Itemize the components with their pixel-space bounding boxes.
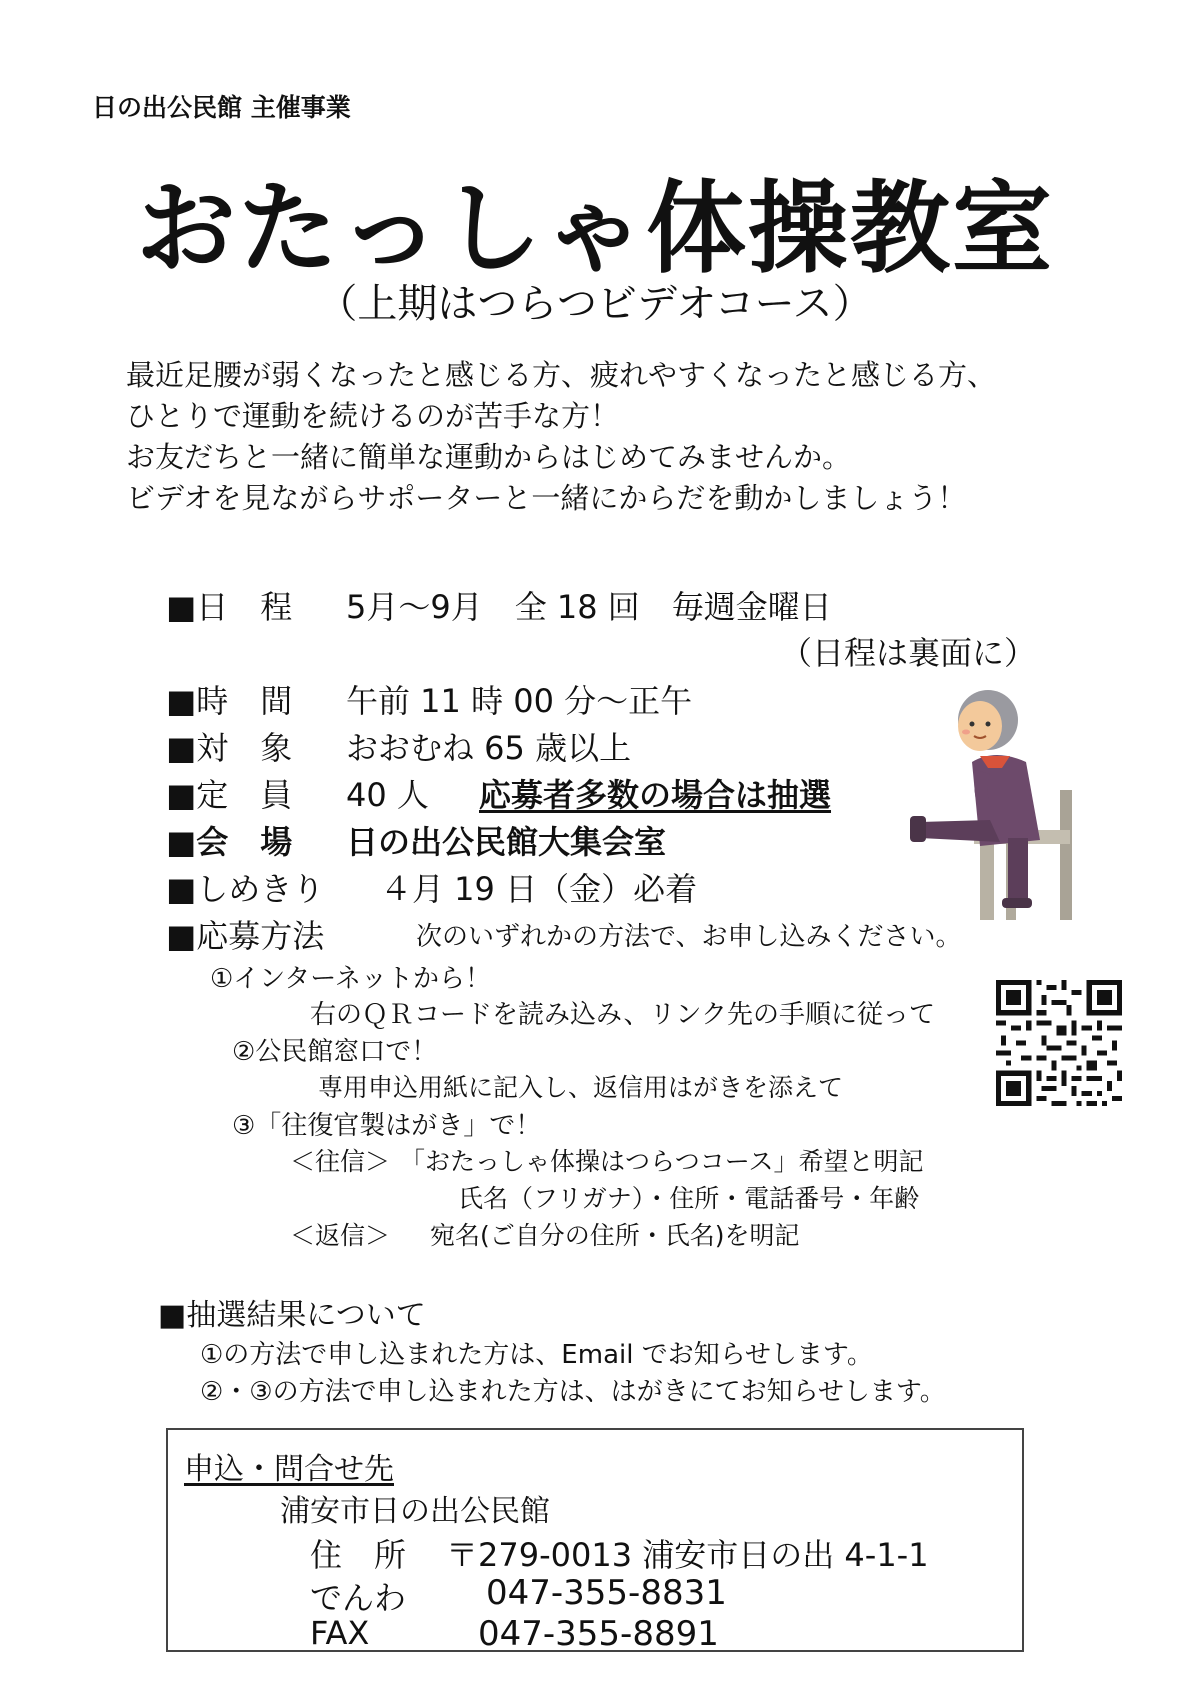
deadline-value: ４月 19 日（金）必着 bbox=[380, 870, 698, 908]
deadline-label: ■しめきり bbox=[166, 870, 325, 908]
venue-label: ■会 場 bbox=[166, 823, 293, 861]
qr-code-icon[interactable] bbox=[996, 980, 1122, 1106]
method-3-return-text: 宛名(ご自分の住所・氏名)を明記 bbox=[430, 1221, 800, 1250]
method-3-outgoing-label: ＜往信＞ bbox=[290, 1147, 391, 1176]
contact-tel-label: でんわ bbox=[310, 1579, 407, 1617]
target-value: おおむね 65 歳以上 bbox=[346, 729, 632, 767]
contact-org: 浦安市日の出公民館 bbox=[280, 1494, 550, 1529]
method-1-title: ①インターネットから！ bbox=[210, 964, 491, 994]
time-label: ■時 間 bbox=[166, 682, 293, 720]
method-3-outgoing-text: 「おたっしゃ体操はつらつコース」希望と明記 bbox=[400, 1147, 924, 1176]
method-3-title: ③「往復官製はがき」で！ bbox=[232, 1111, 542, 1141]
time-value: 午前 11 時 00 分～正午 bbox=[346, 682, 693, 720]
intro-line: お友だちと一緒に簡単な運動からはじめてみませんか。 bbox=[126, 440, 852, 474]
grandma-leg-exercise-illustration bbox=[910, 670, 1095, 925]
target-label: ■対 象 bbox=[166, 729, 293, 767]
contact-address-label: 住 所 bbox=[310, 1536, 407, 1574]
contact-box bbox=[166, 1428, 1024, 1652]
page-subtitle: （上期はつらつビデオコース） bbox=[317, 281, 873, 327]
method-2-desc: 専用申込用紙に記入し、返信用はがきを添えて bbox=[318, 1073, 844, 1102]
schedule-note: （日程は裏面に） bbox=[780, 634, 1037, 672]
contact-fax-value: 047-355-8891 bbox=[478, 1614, 719, 1654]
intro-text bbox=[126, 355, 996, 519]
capacity-row bbox=[166, 770, 832, 816]
contact-address-value: 〒279-0013 浦安市日の出 4-1-1 bbox=[446, 1536, 929, 1574]
schedule-label: ■日 程 bbox=[166, 588, 293, 626]
capacity-label: ■定 員 bbox=[166, 776, 293, 814]
page-title: おたっしゃ体操教室 bbox=[136, 170, 1054, 287]
method-1-desc: 右のＱＲコードを読み込み、リンク先の手順に従って bbox=[310, 1000, 936, 1030]
apply-row bbox=[166, 911, 962, 957]
intro-line: 最近足腰が弱くなったと感じる方、疲れやすくなったと感じる方、 bbox=[126, 358, 997, 392]
intro-line: ビデオを見ながらサポーターと一緒にからだを動かしましょう！ bbox=[126, 481, 967, 515]
capacity-lottery-note: 応募者多数の場合は抽選 bbox=[479, 776, 832, 814]
target-row bbox=[166, 723, 632, 769]
intro-line: ひとりで運動を続けるのが苦手な方！ bbox=[126, 399, 620, 433]
contact-tel-value: 047-355-8831 bbox=[486, 1573, 727, 1613]
method-2-title: ②公民館窓口で！ bbox=[232, 1037, 438, 1067]
venue-value: 日の出公民館大集会室 bbox=[346, 823, 667, 861]
schedule-value: 5月～9月 全 18 回 毎週金曜日 bbox=[346, 588, 832, 626]
deadline-row bbox=[166, 864, 698, 910]
schedule-row bbox=[166, 582, 832, 628]
organizer-label: 日の出公民館 主催事業 bbox=[92, 93, 351, 122]
result-line-1: ①の方法で申し込まれた方は、Email でお知らせします。 bbox=[200, 1340, 873, 1370]
apply-intro: 次のいずれかの方法で、お申し込みください。 bbox=[416, 922, 962, 952]
method-3-outgoing-fields: 氏名（フリガナ）・住所・電話番号・年齢 bbox=[458, 1184, 920, 1213]
method-3-return-label: ＜返信＞ bbox=[290, 1221, 391, 1250]
contact-heading: 申込・問合せ先 bbox=[184, 1452, 394, 1487]
venue-row bbox=[166, 817, 667, 863]
apply-label: ■応募方法 bbox=[166, 917, 325, 955]
capacity-value: 40 人 bbox=[346, 776, 429, 814]
time-row bbox=[166, 676, 693, 722]
result-line-2: ②・③の方法で申し込まれた方は、はがきにてお知らせします。 bbox=[200, 1377, 946, 1407]
contact-fax-label: FAX bbox=[310, 1614, 370, 1652]
result-heading: ■抽選結果について bbox=[158, 1298, 426, 1333]
